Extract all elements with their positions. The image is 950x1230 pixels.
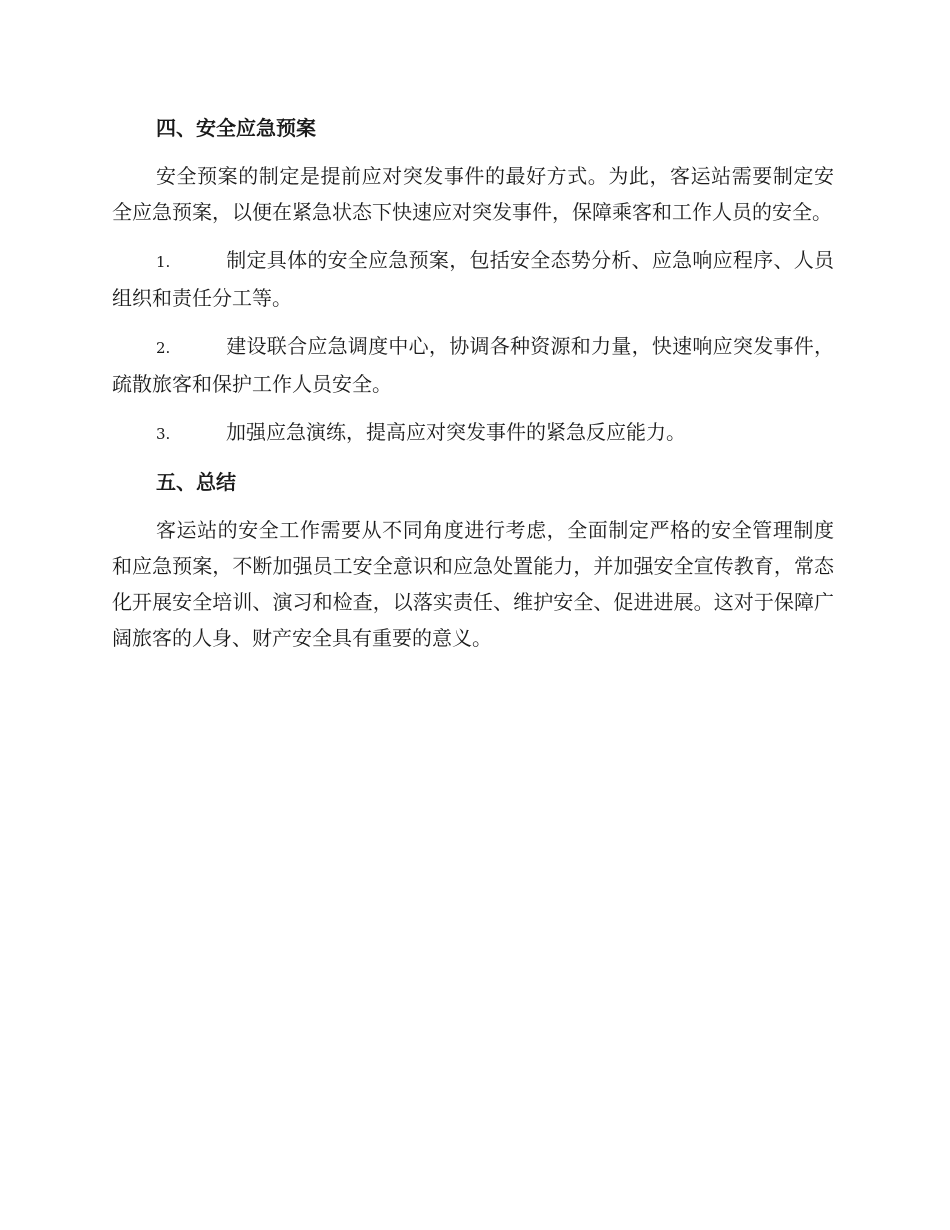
- list-item-number: 2.: [156, 339, 171, 357]
- list-item-text: 制定具体的安全应急预案，包括安全态势分析、应急响应程序、人员组织和责任分工等。: [112, 248, 834, 310]
- list-item-text: 加强应急演练，提高应对突发事件的紧急反应能力。: [226, 420, 686, 444]
- list-item-number: 1.: [156, 253, 171, 271]
- section-5-body: 客运站的安全工作需要从不同角度进行考虑，全面制定严格的安全管理制度和应急预案，不断加强员工安全意识和应急处置能力，并加强安全宣传教育，常态化开展安全培训、演习和检查，以落实责任、维护安全、促进进展。这对于保障广阔旅客的人身、财产安全具有重要的意义。: [112, 518, 834, 650]
- document-page: [112, 110, 834, 668]
- section-5-heading: 五、总结: [156, 470, 236, 494]
- list-item-number: 3.: [156, 425, 171, 443]
- section-4-heading: 四、安全应急预案: [156, 116, 316, 140]
- list-item: [112, 242, 834, 316]
- section-4-intro: 安全预案的制定是提前应对突发事件的最好方式。为此，客运站需要制定安全应急预案，以便在紧急状态下快速应对突发事件，保障乘客和工作人员的安全。: [112, 164, 834, 224]
- list-item: [112, 414, 834, 452]
- list-item: [112, 328, 834, 402]
- list-item-text: 建设联合应急调度中心，协调各种资源和力量，快速响应突发事件，疏散旅客和保护工作人员安全。: [112, 334, 834, 396]
